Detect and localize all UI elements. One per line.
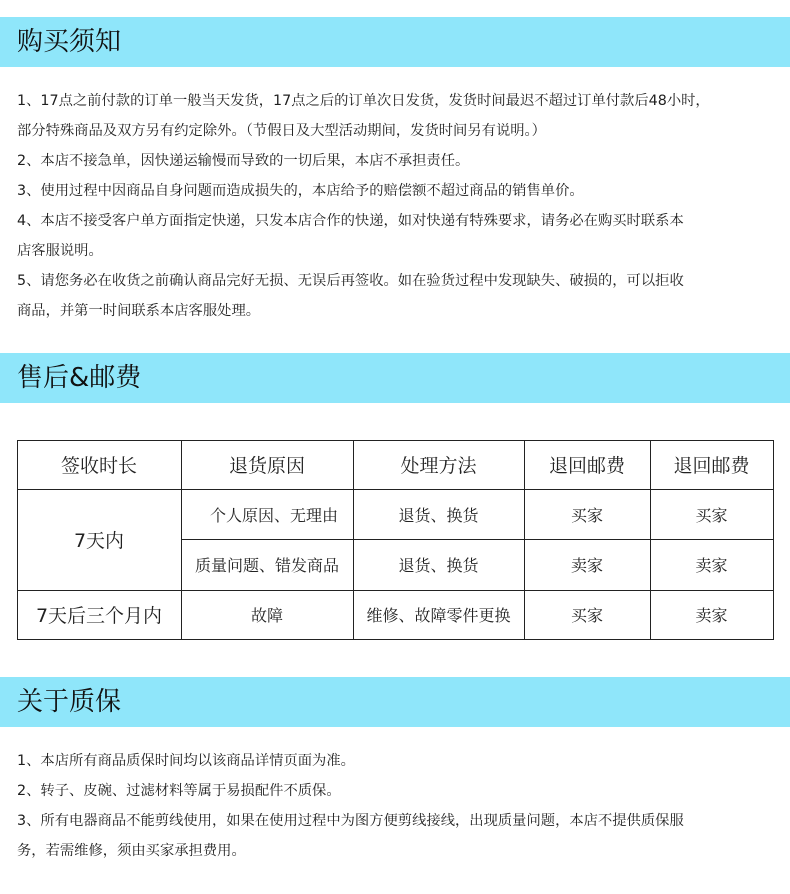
text-line: 4、本店不接受客户单方面指定快递，只发本店合作的快递，如对快递有特殊要求，请务必在购买时联系本 xyxy=(17,213,684,229)
text-line: 2、转子、皮碗、过滤材料等属于易损配件不质保。 xyxy=(17,783,341,799)
section-title: 购买须知 xyxy=(17,27,122,57)
header-reason: 退货原因 xyxy=(228,455,305,477)
shipping-cell: 买家 xyxy=(570,505,603,525)
header-return-shipping: 退回邮费 xyxy=(548,455,625,477)
text-line: 1、17点之前付款的订单一般当天发货，17点之后的订单次日发货，发货时间最迟不超过订单付款后48小时， xyxy=(17,93,710,109)
text-line: 3、所有电器商品不能剪线使用，如果在使用过程中为图方便剪线接线，出现质量问题，本店不提供质保服 xyxy=(17,813,684,829)
period-7-days-to-3-months: 7天后三个月内 xyxy=(35,605,163,627)
reason-cell: 质量问题、错发商品 xyxy=(194,556,339,575)
reason-cell: 故障 xyxy=(250,606,283,625)
after-sales-table xyxy=(17,440,774,640)
method-cell: 维修、故障零件更换 xyxy=(366,606,511,625)
section-title: 售后&邮费 xyxy=(17,363,142,393)
reason-cell: 个人原因、无理由 xyxy=(209,505,338,525)
text-line: 商品，并第一时间联系本店客服处理。 xyxy=(17,303,261,319)
warranty-text xyxy=(17,746,777,866)
text-line: 务，若需维修，须由买家承担费用。 xyxy=(17,843,246,859)
header-method: 处理方法 xyxy=(400,455,477,477)
section-banner-after-sales xyxy=(0,353,790,403)
section-banner-warranty xyxy=(0,677,790,727)
header-period: 签收时长 xyxy=(60,455,137,477)
section-banner-purchase-notice xyxy=(0,17,790,67)
section-title: 关于质保 xyxy=(17,687,122,717)
method-cell: 退货、换货 xyxy=(398,505,479,525)
method-cell: 退货、换货 xyxy=(398,556,479,575)
shipping-cell: 买家 xyxy=(695,505,728,525)
text-line: 店客服说明。 xyxy=(17,243,103,259)
purchase-notice-text xyxy=(17,86,777,326)
shipping-cell: 卖家 xyxy=(695,556,728,575)
text-line: 1、本店所有商品质保时间均以该商品详情页面为准。 xyxy=(17,753,355,769)
shipping-cell: 卖家 xyxy=(695,606,728,625)
shipping-cell: 卖家 xyxy=(570,556,603,575)
text-line: 5、请您务必在收货之前确认商品完好无损、无误后再签收。如在验货过程中发现缺失、破损的，可以拒收 xyxy=(17,273,684,289)
text-line: 2、本店不接急单，因快递运输慢而导致的一切后果，本店不承担责任。 xyxy=(17,153,470,169)
header-return-shipping: 退回邮费 xyxy=(673,455,750,477)
text-line: 部分特殊商品及双方另有约定除外。（节假日及大型活动期间，发货时间另有说明。） xyxy=(17,123,546,139)
text-line: 3、使用过程中因商品自身问题而造成损失的，本店给予的赔偿额不超过商品的销售单价。 xyxy=(17,183,584,199)
period-within-7-days: 7天内 xyxy=(73,530,125,552)
shipping-cell: 买家 xyxy=(570,606,603,625)
